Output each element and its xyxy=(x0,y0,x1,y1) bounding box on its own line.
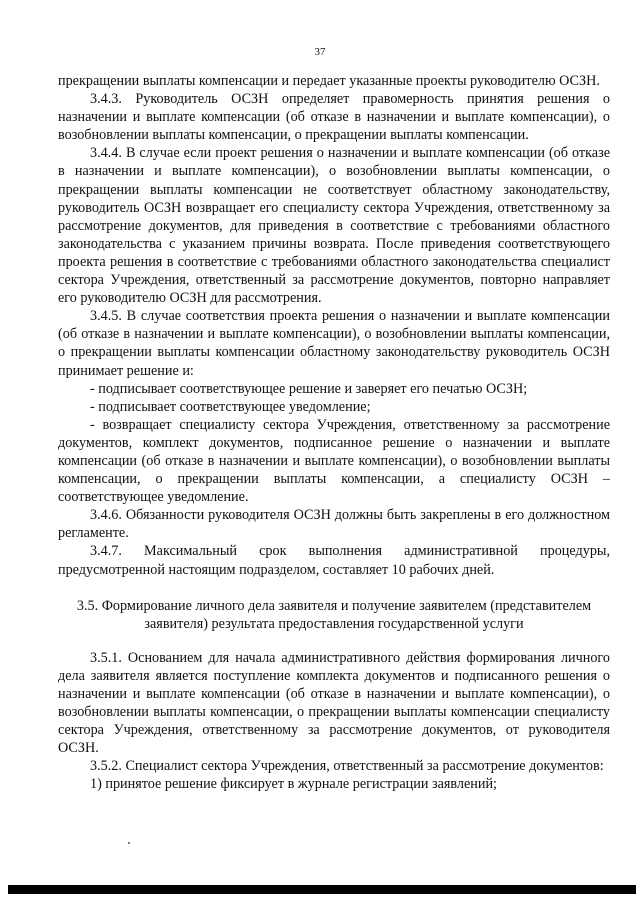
paragraph-3-5-2: 3.5.2. Специалист сектора Учреждения, ответственный за рассмотрение документов: xyxy=(90,758,604,775)
paragraph-3-5-1: 3.5.1. Основанием для начала административного действия формирования личного дела заявителя является поступление комплекта документов и подписанного решения о назначении и выплате компенсации (об отказе в назначении и выплате компенсации), о возобновлении выплаты компенсации, о прекращении выплаты компенсации специалисту сектора Учреждения, ответственному за рассмотрение документов, от руководителя ОСЗН. xyxy=(58,649,610,757)
scan-artifact xyxy=(128,842,130,844)
paragraph-continuation: прекращении выплаты компенсации и передает указанные проекты руководителю ОСЗН. xyxy=(58,73,600,89)
list-item-sign-decision: - подписывает соответствующее решение и заверяет его печатью ОСЗН; xyxy=(90,380,528,397)
paragraph-3-4-4: 3.4.4. В случае если проект решения о назначении и выплате компенсации (об отказе в назначении и выплате компенсации), о возобновлении выплаты компенсации, о прекращении выплаты компенсации не соответствует областному законодательству, руководитель ОСЗН возвращает его специалисту сектора Учреждения, ответственному за рассмотрение документов, для приведения в соответствие с требованиями областного законодательства с указанием причины возврата. После приведения соответствующего проекта решения в соответствие с требованиями областного законодательства специалист сектора Учреждения, ответственный за рассмотрение документов, повторно направляет его руководителю ОСЗН для рассмотрения. xyxy=(58,145,610,307)
list-item-record-decision: 1) принятое решение фиксирует в журнале регистрации заявлений; xyxy=(90,776,497,793)
list-item-return-documents: - возвращает специалисту сектора Учреждения, ответственному за рассмотрение документов, комплект документов, подписанное решение о назначении и выплате компенсации (об отказе в назначении и выплате компенсации), о возобновлении выплаты компенсации, о прекращении выплаты компенсации, а специалисту ОСЗН – соответствующее уведомление. xyxy=(58,416,610,506)
paragraph-3-4-5: 3.4.5. В случае соответствия проекта решения о назначении и выплате компенсации (об отказе в назначении и выплате компенсации), о возобновлении выплаты компенсации, о прекращении выплаты компенсации областному законодательству руководитель ОСЗН принимает решение и: xyxy=(58,308,610,379)
paragraph-3-4-6: 3.4.6. Обязанности руководителя ОСЗН должны быть закреплены в его должностном регламенте. xyxy=(58,507,610,542)
paragraph-3-4-7: 3.4.7. Максимальный срок выполнения административной процедуры, предусмотренной настоящим подразделом, составляет 10 рабочих дней. xyxy=(58,543,610,578)
document-body xyxy=(58,72,610,794)
list-item-sign-notice: - подписывает соответствующее уведомление; xyxy=(90,398,371,415)
scan-border-bar xyxy=(8,885,636,894)
paragraph-3-4-3: 3.4.3. Руководитель ОСЗН определяет правомерность принятия решения о назначении и выплате компенсации (об отказе в назначении и выплате компенсации), о возобновлении выплаты компенсации, о прекращении выплаты компенсации. xyxy=(58,91,610,144)
section-heading-3-5: 3.5. Формирование личного дела заявителя и получение заявителем (представителем заявителя) результата предоставления государственной услуги xyxy=(76,597,592,632)
page-number: 37 xyxy=(314,46,326,58)
